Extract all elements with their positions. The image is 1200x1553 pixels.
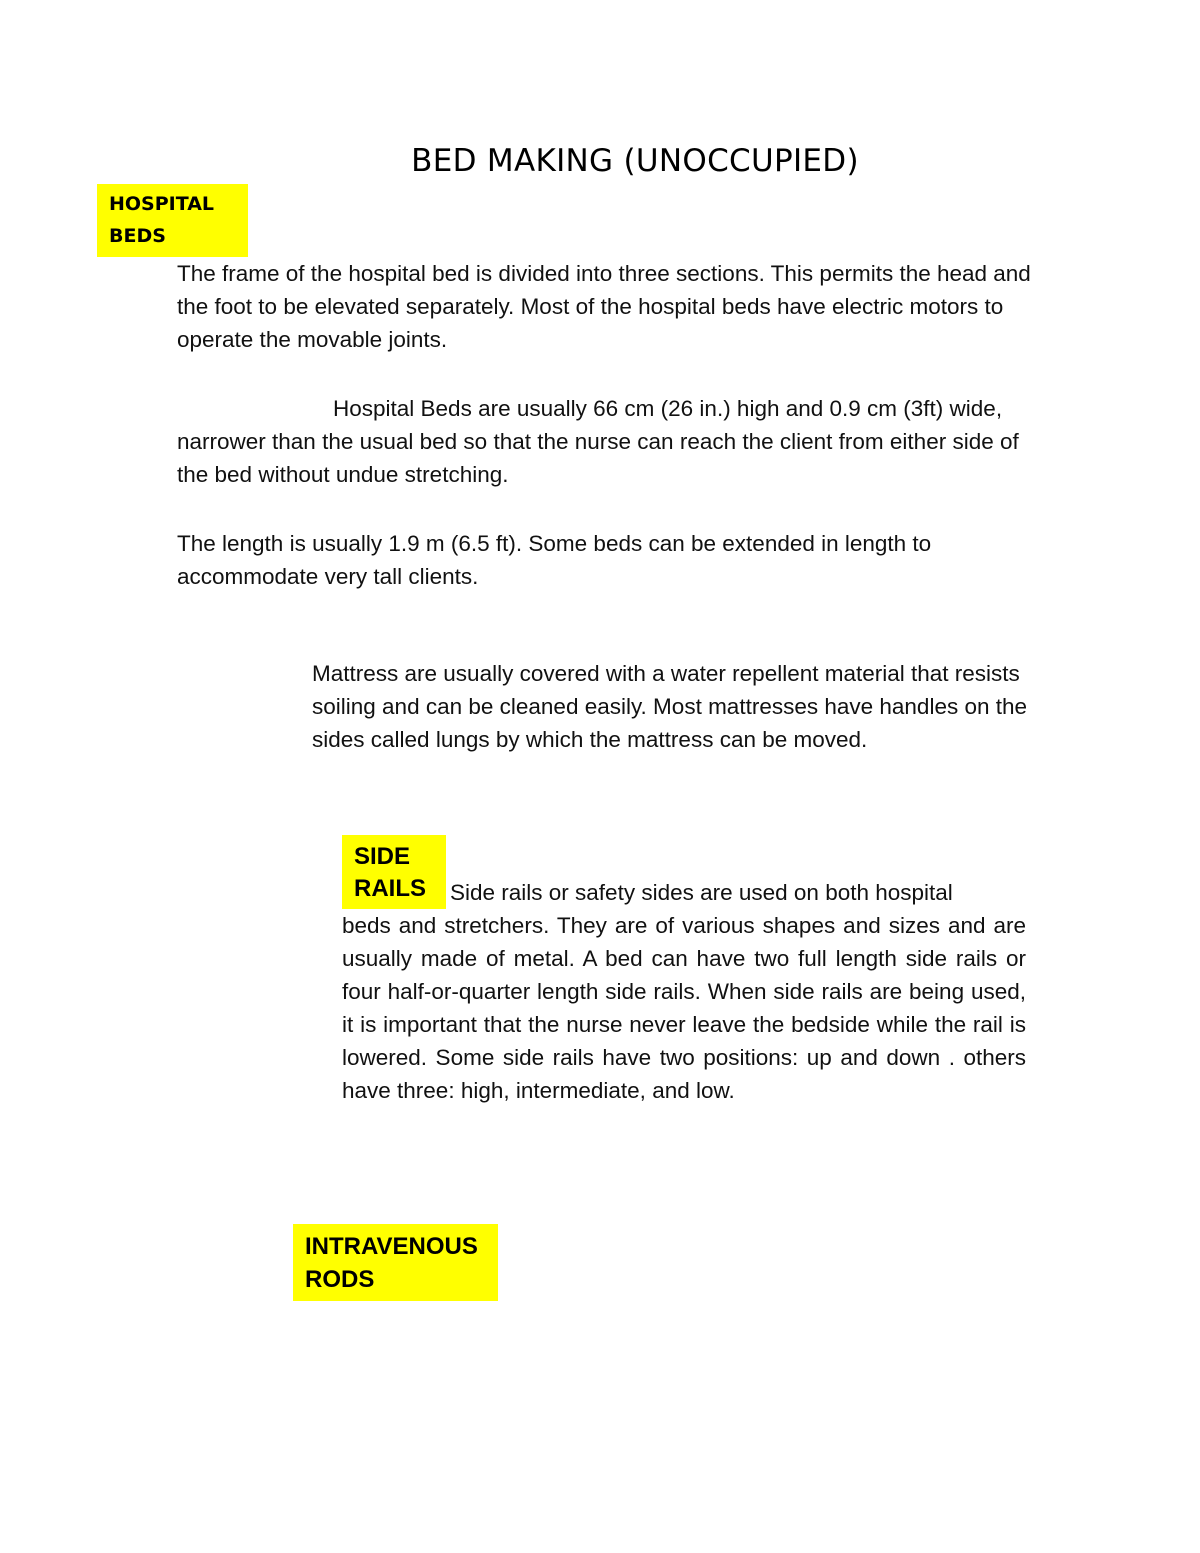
side-rails-heading: SIDE RAILS <box>342 835 446 909</box>
bed-length-paragraph: The length is usually 1.9 m (6.5 ft). Some beds can be extended in length to accommodate very tall clients. <box>177 531 932 589</box>
bed-frame-paragraph: The frame of the hospital bed is divided into three sections. This permits the head and the foot to be elevated separately. Most of the hospital beds have electric motors to operate the movable joints. <box>177 261 1031 352</box>
hospital-beds-heading: HOSPITAL BEDS <box>97 184 248 257</box>
intravenous-rods-heading: INTRAVENOUS RODS <box>293 1224 498 1301</box>
document-title: BED MAKING (UNOCCUPIED) <box>411 143 859 179</box>
side-rails-paragraph <box>342 876 1026 1107</box>
side-rails-body: beds and stretchers. They are of various shapes and sizes and are usually made of metal. A bed can have two full length side rails or four half-or-quarter length side rails. When side rails are being used, it is important that the nurse never leave the bedside while the rail is lowered. Some side rails have two positions: up and down . others have three: high, intermediate, and low. <box>342 913 1026 1103</box>
bed-dimensions-paragraph: Hospital Beds are usually 66 cm (26 in.) high and 0.9 cm (3ft) wide, narrower than the usual bed so that the nurse can reach the client from either side of the bed without undue stretching. <box>177 396 1019 487</box>
side-rails-first-line: Side rails or safety sides are used on both hospital <box>450 880 953 905</box>
mattress-paragraph: Mattress are usually covered with a water repellent material that resists soiling and can be cleaned easily. Most mattresses have handles on the sides called lungs by which the mattress can be moved. <box>312 661 1028 752</box>
